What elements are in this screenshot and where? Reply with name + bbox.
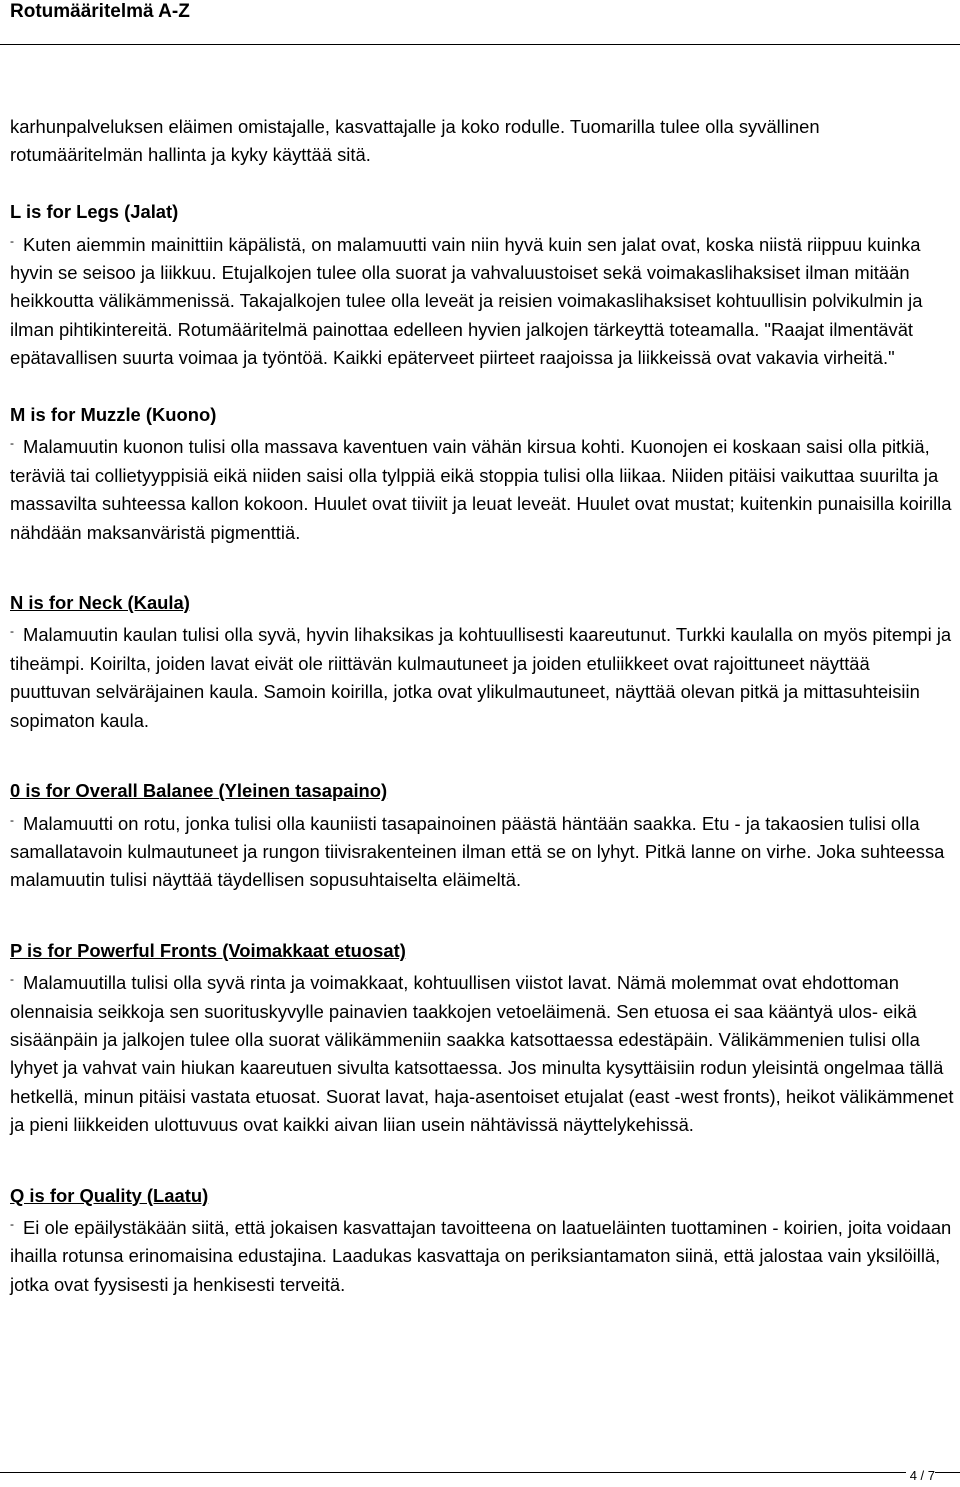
section-body: Kuten aiemmin mainittiin käpälistä, on malamuutti vain niin hyvä kuin sen jalat ovat, koska niistä riippuu kuinka hyvin se seisoo ja liikkuu. Etujalkojen tulee olla suorat ja vahvaluustoiset sekä voimakaslihaksiset ilman mitään heikkoutta välikämmenissä. Takajalkojen tulee olla leveät ja reisien voimakaslihaksiset kohtuullisin polvikulmin ja ilman pihtikintereitä. Rotumääritelmä painottaa edelleen hyvien jalkojen tärkeyttä toteamalla. "Raajat ilmentävät epätavallisen suurta voimaa ja työntöä. Kaikki epäterveet piirteet raajoissa ja liikkeissä ovat vakavia virheitä." bbox=[10, 233, 923, 369]
section-quality bbox=[10, 1182, 955, 1300]
dash-marker: - bbox=[10, 812, 14, 827]
intro-paragraph: karhunpalveluksen eläimen omistajalle, kasvattajalle ja koko rodulle. Tuomarilla tulee olla syvällinen rotumääritelmän hallinta ja kyky käyttää sitä. bbox=[10, 116, 820, 166]
section-body: Ei ole epäilystäkään siitä, että jokaisen kasvattajan tavoitteena on laatueläinten tuottaminen - koirien, joita voidaan ihailla rotunsa erinomaisina edustajina. Laadukas kasvattaja on periksiantamaton siinä, että jalostaa vain yksilöillä, jotka ovat fyysisesti ja henkisesti terveitä. bbox=[10, 1216, 952, 1295]
footer-divider bbox=[0, 1472, 960, 1473]
dash-marker: - bbox=[10, 1216, 14, 1231]
document-body bbox=[10, 113, 955, 1299]
dash-marker: - bbox=[10, 972, 14, 987]
header-divider bbox=[0, 44, 960, 45]
page-number: 4 / 7 bbox=[906, 1468, 935, 1484]
section-heading: P is for Powerful Fronts (Voimakkaat etuosat) bbox=[10, 939, 406, 961]
page-header-title: Rotumääritelmä A-Z bbox=[10, 1, 190, 22]
section-powerful-fronts bbox=[10, 937, 955, 1140]
section-heading: N is for Neck (Kaula) bbox=[10, 592, 190, 614]
section-muzzle bbox=[10, 401, 955, 547]
section-heading: Q is for Quality (Laatu) bbox=[10, 1184, 209, 1206]
dash-marker: - bbox=[10, 624, 14, 639]
section-body: Malamuutin kaulan tulisi olla syvä, hyvin lihaksikas ja kohtuullisesti kaareutunut. Turkki kaulalla on myös pitempi ja tiheämpi. Koirilta, joiden lavat eivät ole riittävän kulmautuneet ja joiden etuliikkeet ovat rajoittuneet näyttää puuttuvan selväräjainen kaula. Samoin koirilla, jotka ovat ylikulmautuneet, näyttää olevan pitkä ja mittasuhteisiin sopimaton kaula. bbox=[10, 624, 952, 731]
section-overall-balance bbox=[10, 777, 955, 895]
section-legs bbox=[10, 198, 955, 372]
section-body: Malamuutilla tulisi olla syvä rinta ja voimakkaat, kohtuullisen viistot lavat. Nämä molemmat ovat ehdottoman olennaisia seikkoja sen suorituskyvylle painavien taakkojen vetoeläimenä. Sen etuosa ei saa kääntyä ulos- eikä sisäänpäin ja jalkojen tulee olla suorat välikämmeniin saakka katsottaessa edestäpäin. Välikämmenien tulisi olla lyhyet ja vahvat vain hiukan kaareutuen sivulta katsottaessa. Jos minulta kysyttäisiin rodun yleisintä ongelmaa tällä hetkellä, minun pitäisi vastata etuosat. Suorat lavat, haja-asentoiset etujalat (east -west fronts), heikot välikämmenet ja pieni liikkeiden ulottuvuus ovat kaikki aivan liian usein nähtävissä näyttelykehissä. bbox=[10, 972, 954, 1136]
section-body: Malamuutti on rotu, jonka tulisi olla kauniisti tasapainoinen päästä häntään saakka. Etu - ja takaosien tulisi olla samallatavoin kulmautuneet ja rungon tiivisrakenteinen ilman että se on lyhyt. Pitkä lanne on virhe. Joka suhteessa malamuutin tulisi näyttää täydellisen sopusuhtaiselta eläimeltä. bbox=[10, 812, 945, 891]
dash-marker: - bbox=[10, 436, 14, 451]
section-body: Malamuutin kuonon tulisi olla massava kaventuen vain vähän kirsua kohti. Kuonojen ei koskaan saisi olla pitkiä, teräviä tai collietyyppisiä eikä niiden saisi olla tylppiä eikä stoppia tulisi olla liikaa. Niiden pitäisi vaikuttaa suurilta ja massavilta suhteessa kallon kokoon. Huulet ovat tiiviit ja leuat leveät. Huulet ovat mustat; kuitenkin punaisilla koirilla nähdään maksanväristä pigmenttiä. bbox=[10, 436, 952, 543]
dash-marker: - bbox=[10, 233, 14, 248]
section-neck bbox=[10, 589, 955, 735]
section-heading: 0 is for Overall Balanee (Yleinen tasapaino) bbox=[10, 780, 388, 802]
section-heading: L is for Legs (Jalat) bbox=[10, 201, 179, 223]
section-heading: M is for Muzzle (Kuono) bbox=[10, 404, 217, 426]
